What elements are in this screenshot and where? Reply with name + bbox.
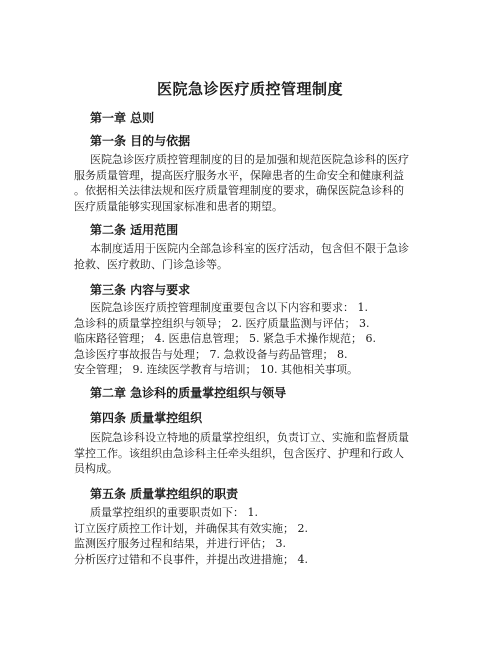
article-3-heading: 第三条 内容与要求 [90,283,191,297]
article-2-heading: 第二条 适用范围 [90,223,179,237]
article-4-heading: 第四条 质量掌控组织 [90,411,203,425]
article-3-paragraph [74,300,426,378]
paragraph-line: 员构成。 [74,462,118,475]
paragraph-line: 本制度适用于医院内全部急诊科室的医疗活动，包含但不限于急诊 [90,242,409,255]
article-5-heading: 第五条 质量掌控组织的职责 [90,487,239,501]
paragraph-line: 。依据相关法律法规和医疗质量管理制度的要求，确保医院急诊科的 [74,184,404,197]
article-5-paragraph [74,505,426,567]
article-1-paragraph [74,152,426,214]
paragraph-line: 分析医疗过错和不良事件，并提出改进措施； 4. [74,552,308,566]
paragraph-line: 抢救、医疗救助、门诊急诊等。 [74,257,228,271]
paragraph-line: 临床路径管理； 4. 医患信息管理； 5. 紧急手术操作规范； 6. [74,332,376,345]
article-2-paragraph [74,241,426,272]
paragraph-line: 急诊科的质量掌控组织与领导； 2. 医疗质量监测与评估； 3. [74,316,370,330]
paragraph-line: 订立医疗质控工作计划，并确保其有效实施； 2. [74,521,308,535]
article-1-heading: 第一条 目的与依据 [90,134,191,148]
article-4-paragraph [74,430,426,477]
chapter-2-heading: 第二章 急诊科的质量掌控组织与领导 [90,386,287,400]
paragraph-line: 服务质量管理，提高医疗服务水平，保障患者的生命安全和健康利益 [74,168,404,182]
paragraph-line: 监测医疗服务过程和结果，并进行评估； 3. [74,537,286,550]
paragraph-line: 掌控工作。该组织由急诊科主任牵头组织，包含医疗、护理和行政人 [74,446,404,460]
paragraph-line: 急诊医疗事故报告与处理； 7. 急救设备与药品管理； 8. [74,347,348,361]
chapter-1-heading: 第一章 总则 [90,111,155,125]
paragraph-line: 医院急诊医疗质控管理制度的目的是加强和规范医院急诊科的医疗 [90,153,409,166]
paragraph-line: 医院急诊科设立特地的质量掌控组织，负责订立、实施和监督质量 [90,431,409,444]
paragraph-line: 安全管理； 9. 连续医学教育与培训； 10. 其他相关事项。 [74,363,358,376]
document-title: 医院急诊医疗质控管理制度 [156,80,343,98]
paragraph-line: 质量掌控组织的重要职责如下： 1. [90,506,258,519]
paragraph-line: 医院急诊医疗质控管理制度重要包含以下内容和要求： 1. [90,301,368,314]
paragraph-line: 医疗质量能够实现国家标准和患者的期望。 [74,199,283,213]
